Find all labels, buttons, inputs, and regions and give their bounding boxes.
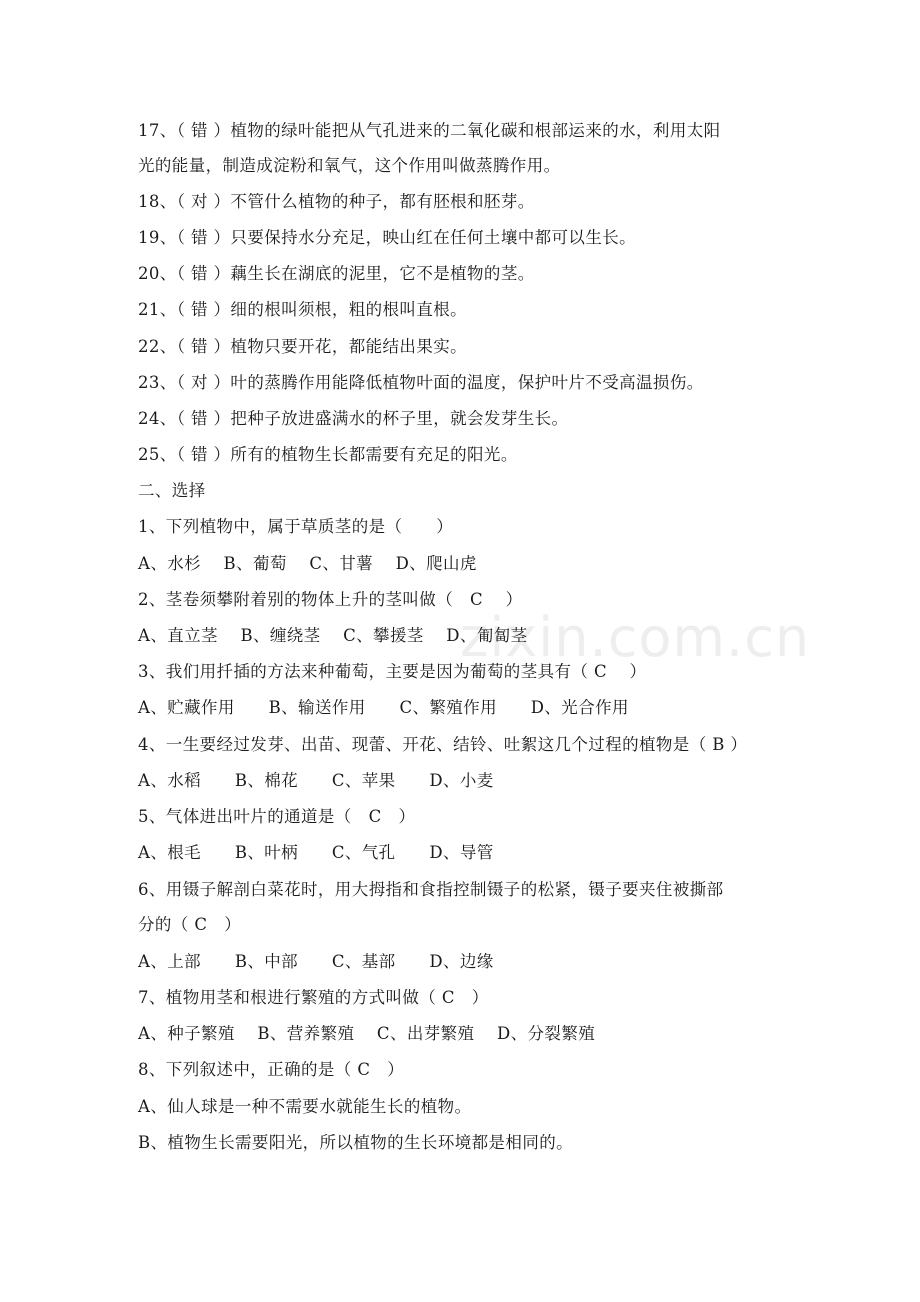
choice-2-question: 2、茎卷须攀附着别的物体上升的茎叫做（ C ） bbox=[138, 590, 523, 609]
question-17-line-1: 17、（ 错 ）植物的绿叶能把从气孔进来的二氧化碳和根部运来的水，利用太阳 bbox=[138, 121, 721, 140]
question-24: 24、（ 错 ）把种子放进盛满水的杯子里，就会发芽生长。 bbox=[138, 409, 569, 428]
choice-4-options: A、水稻 B、棉花 C、苹果 D、小麦 bbox=[138, 771, 494, 790]
choice-8-option-b: B、植物生长需要阳光，所以植物的生长环境都是相同的。 bbox=[138, 1133, 574, 1152]
question-20: 20、（ 错 ）藕生长在湖底的泥里，它不是植物的茎。 bbox=[138, 264, 535, 283]
choice-5-options: A、根毛 B、叶柄 C、气孔 D、导管 bbox=[138, 843, 494, 862]
choice-6-question-line-2: 分的（ C ） bbox=[138, 915, 242, 934]
choice-3-question: 3、我们用扦插的方法来种葡萄，主要是因为葡萄的茎具有（ C ） bbox=[138, 662, 647, 681]
choice-1-options: A、水杉 B、葡萄 C、甘薯 D、爬山虎 bbox=[138, 554, 477, 573]
choice-6-question-line-1: 6、用镊子解剖白菜花时，用大拇指和食指控制镊子的松紧，镊子要夹住被撕部 bbox=[138, 880, 724, 899]
choice-7-options: A、种子繁殖 B、营养繁殖 C、出芽繁殖 D、分裂繁殖 bbox=[138, 1024, 596, 1043]
choice-8-option-a: A、仙人球是一种不需要水就能生长的植物。 bbox=[138, 1097, 472, 1116]
question-22: 22、（ 错 ）植物只要开花，都能结出果实。 bbox=[138, 337, 468, 356]
choice-7-question: 7、植物用茎和根进行繁殖的方式叫做（ C ） bbox=[138, 988, 489, 1007]
choice-6-options: A、上部 B、中部 C、基部 D、边缘 bbox=[138, 952, 494, 971]
question-18: 18、（ 对 ）不管什么植物的种子，都有胚根和胚芽。 bbox=[138, 192, 535, 211]
question-19: 19、（ 错 ）只要保持水分充足，映山红在任何土壤中都可以生长。 bbox=[138, 228, 637, 247]
choice-8-question: 8、下列叙述中，正确的是（ C ） bbox=[138, 1060, 405, 1079]
choice-1-question: 1、下列植物中，属于草质茎的是（ ） bbox=[138, 517, 454, 536]
choice-5-question: 5、气体进出叶片的通道是（ C ） bbox=[138, 807, 416, 826]
choice-2-options: A、直立茎 B、缠绕茎 C、攀援茎 D、匍匐茎 bbox=[138, 626, 528, 645]
question-25: 25、（ 错 ）所有的植物生长都需要有充足的阳光。 bbox=[138, 445, 518, 464]
choice-3-options: A、贮藏作用 B、输送作用 C、繁殖作用 D、光合作用 bbox=[138, 698, 629, 717]
section-heading: 二、选择 bbox=[138, 481, 206, 500]
question-21: 21、（ 错 ）细的根叫须根，粗的根叫直根。 bbox=[138, 300, 468, 319]
watermark: zixin.com.cn bbox=[460, 606, 811, 669]
choice-4-question: 4、一生要经过发芽、出苗、现蕾、开花、结铃、吐絮这几个过程的植物是（ B ） bbox=[138, 735, 748, 754]
question-23: 23、（ 对 ）叶的蒸腾作用能降低植物叶面的温度，保护叶片不受高温损伤。 bbox=[138, 373, 704, 392]
question-17-line-2: 光的能量，制造成淀粉和氧气，这个作用叫做蒸腾作用。 bbox=[138, 156, 561, 175]
